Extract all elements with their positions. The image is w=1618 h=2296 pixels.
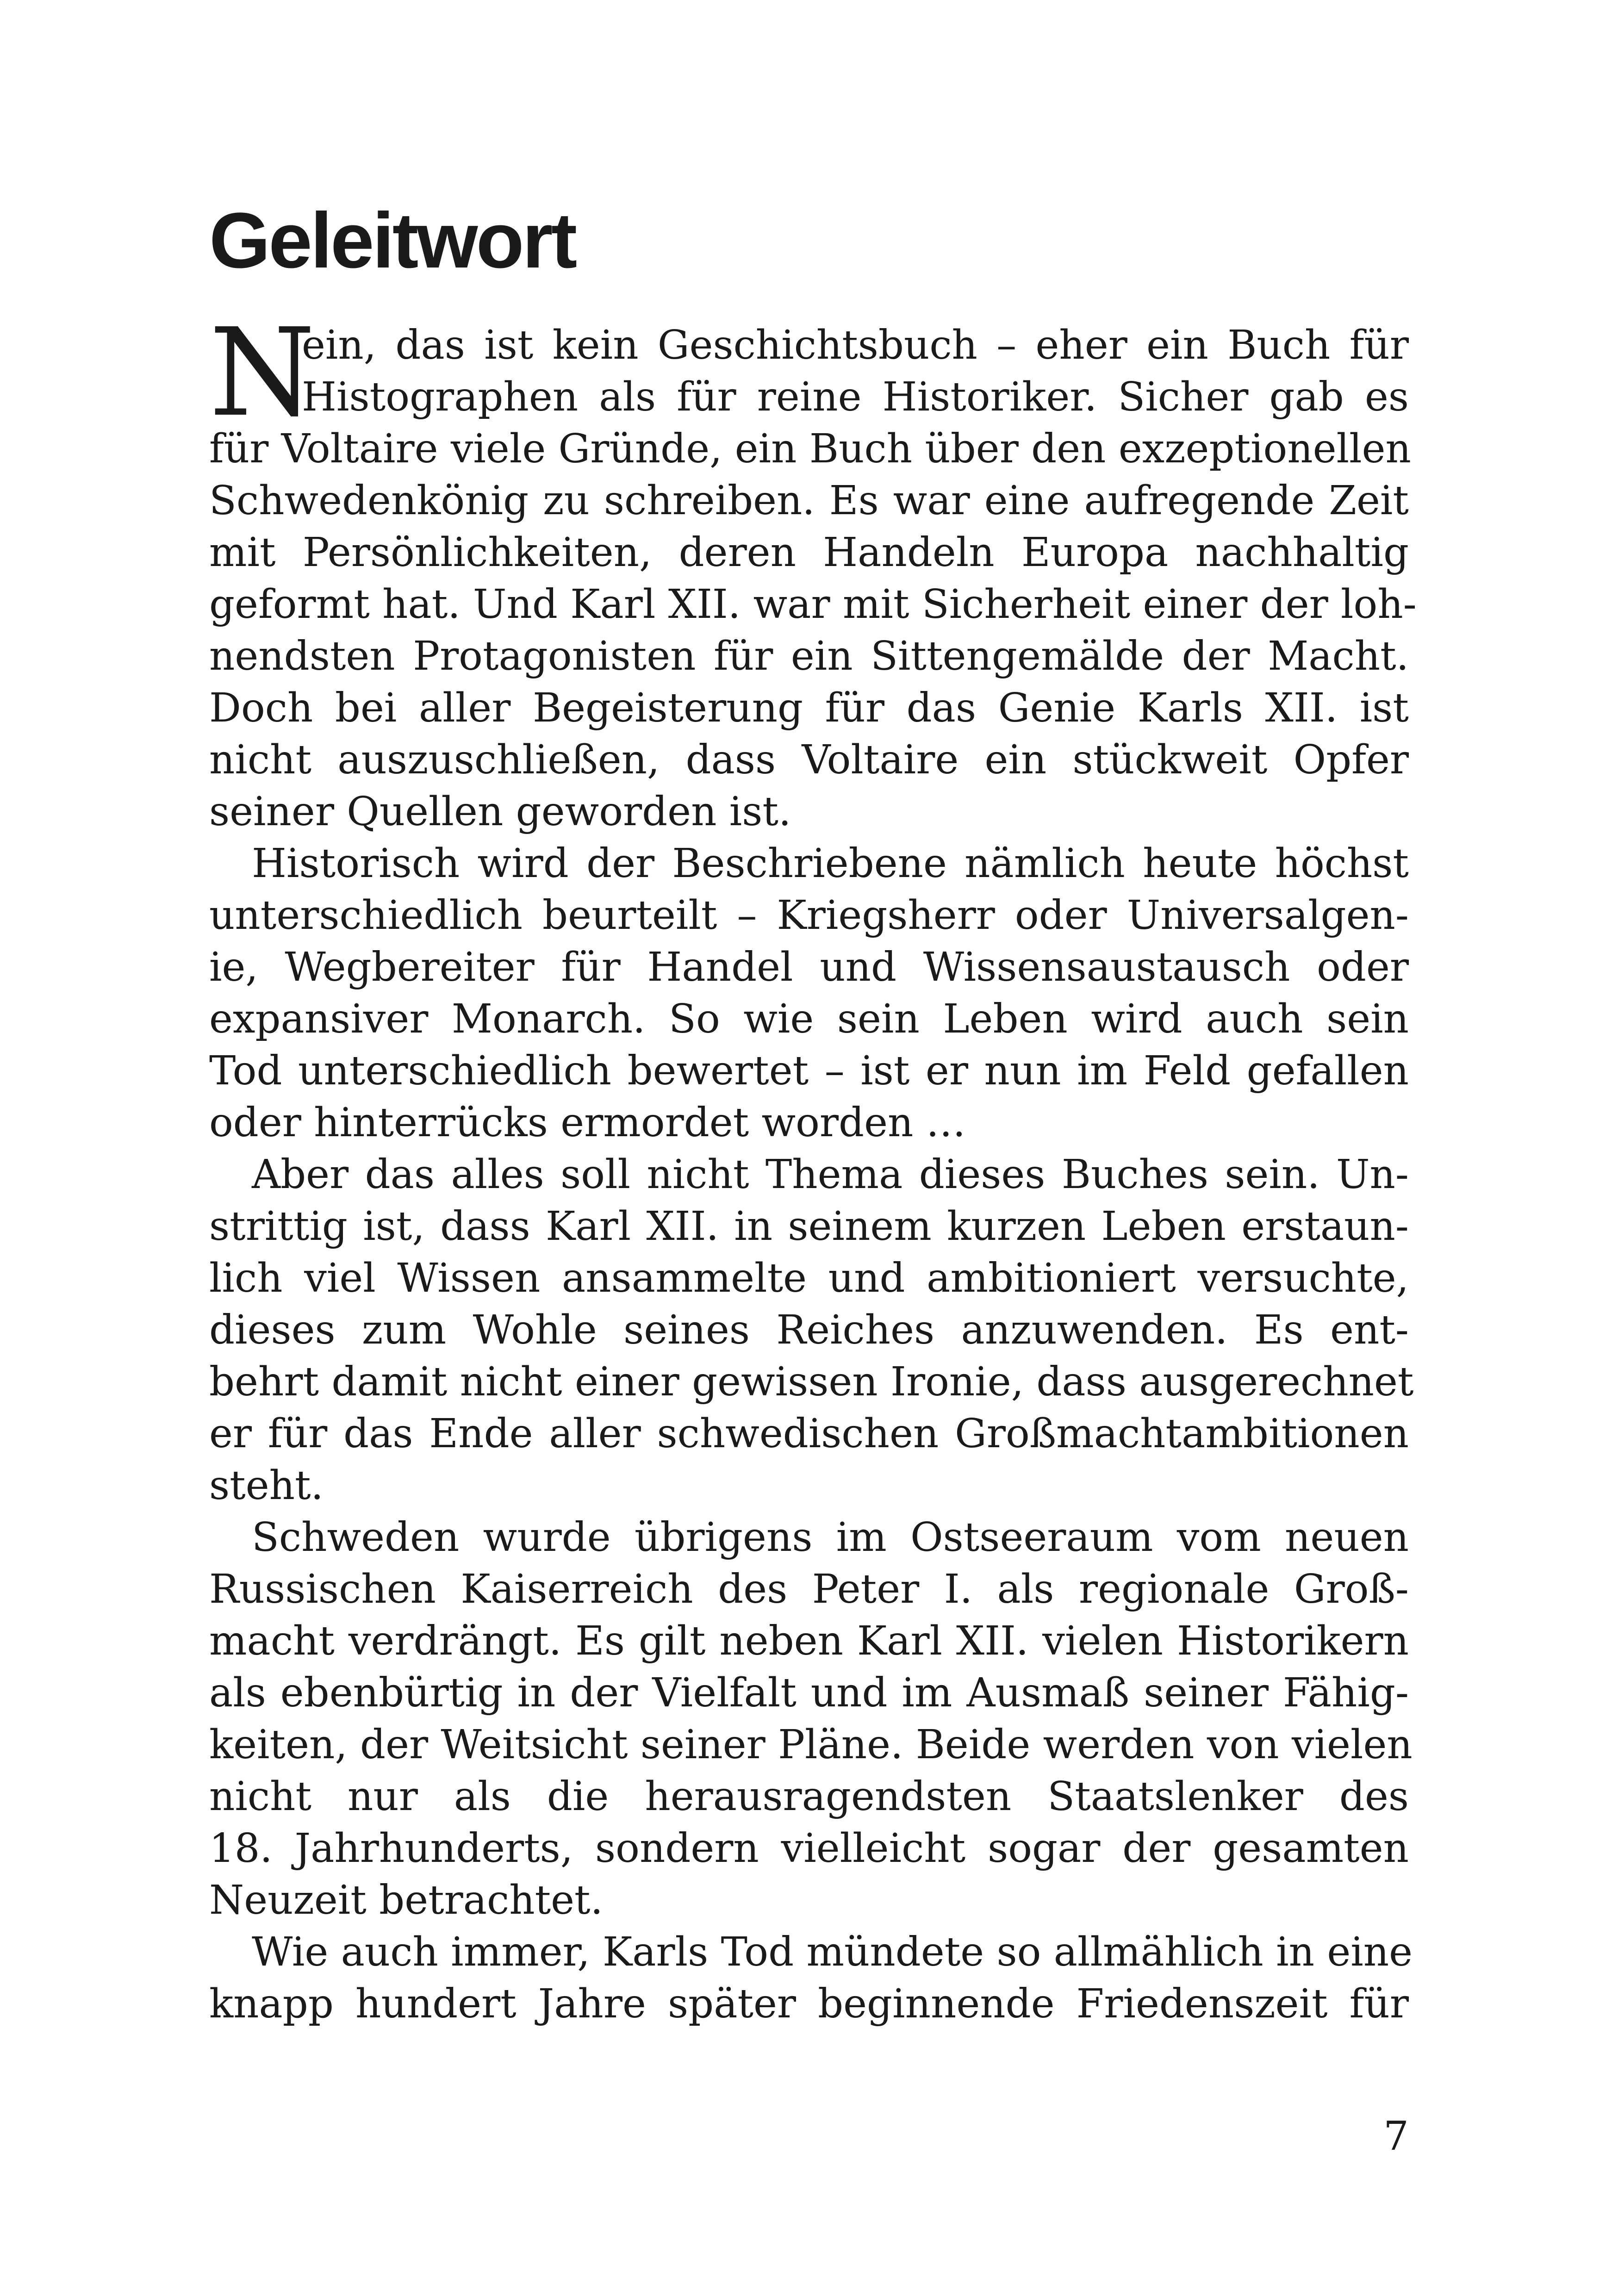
text-line: Neuzeit betrachtet. bbox=[209, 1877, 603, 1923]
text-line: oder hinterrücks ermordet worden … bbox=[209, 1100, 966, 1146]
text-line: Doch bei aller Begeisterung für das Genie Karls XII. ist bbox=[209, 685, 1409, 731]
text-line: geformt hat. Und Karl XII. war mit Sicherheit einer der loh- bbox=[209, 581, 1417, 628]
page-number: 7 bbox=[1383, 2113, 1409, 2159]
text-line: Tod unterschiedlich bewertet – ist er nun im Feld gefallen bbox=[209, 1048, 1409, 1094]
text-line: ie, Wegbereiter für Handel und Wissensaustausch oder bbox=[209, 944, 1409, 990]
text-line: als ebenbürtig in der Vielfalt und im Ausmaß seiner Fähig- bbox=[209, 1670, 1409, 1716]
paragraph-3 bbox=[209, 1149, 1414, 1512]
text-line: seiner Quellen geworden ist. bbox=[209, 789, 791, 835]
text-line: ein, das ist kein Geschichtsbuch – eher ein Buch für bbox=[302, 322, 1409, 368]
text-line: Aber das alles soll nicht Thema dieses Buches sein. Un- bbox=[252, 1151, 1409, 1198]
text-line: steht. bbox=[209, 1462, 324, 1509]
paragraph-5 bbox=[209, 1926, 1413, 2030]
text-line: macht verdrängt. Es gilt neben Karl XII. vielen Historikern bbox=[209, 1618, 1409, 1664]
chapter-title: Geleitwort bbox=[209, 197, 576, 285]
text-line: dieses zum Wohle seines Reiches anzuwenden. Es ent- bbox=[209, 1307, 1409, 1353]
text-line: expansiver Monarch. So wie sein Leben wird auch sein bbox=[209, 996, 1409, 1042]
text-line: lich viel Wissen ansammelte und ambitioniert versuchte, bbox=[209, 1255, 1409, 1301]
text-line: für Voltaire viele Gründe, ein Buch über den exzeptionellen bbox=[209, 426, 1411, 472]
paragraph-2 bbox=[209, 838, 1409, 1149]
text-line: mit Persönlichkeiten, deren Handeln Europa nachhaltig bbox=[209, 529, 1409, 576]
paragraph-4 bbox=[209, 1512, 1413, 1926]
body-text bbox=[209, 302, 1417, 2030]
text-line: behrt damit nicht einer gewissen Ironie, dass ausgerechnet bbox=[209, 1359, 1414, 1405]
text-line: Historisch wird der Beschriebene nämlich heute höchst bbox=[252, 840, 1409, 887]
text-line: nendsten Protagonisten für ein Sittengemälde der Macht. bbox=[209, 633, 1409, 679]
text-line: er für das Ende aller schwedischen Großmachtambitionen bbox=[209, 1411, 1409, 1457]
text-line: nicht auszuschließen, dass Voltaire ein stückweit Opfer bbox=[209, 737, 1409, 783]
text-line: Schwedenkönig zu schreiben. Es war eine aufregende Zeit bbox=[209, 478, 1409, 524]
text-line: Russischen Kaiserreich des Peter I. als regionale Groß- bbox=[209, 1566, 1409, 1612]
text-line: knapp hundert Jahre später beginnende Friedenszeit für bbox=[209, 1981, 1409, 2027]
text-line: strittig ist, dass Karl XII. in seinem kurzen Leben erstaun- bbox=[209, 1203, 1409, 1250]
text-line: unterschiedlich beurteilt – Kriegsherr oder Universalgen- bbox=[209, 892, 1409, 939]
text-line: Schweden wurde übrigens im Ostseeraum vom neuen bbox=[252, 1514, 1409, 1561]
text-line: Wie auch immer, Karls Tod mündete so allmählich in eine bbox=[252, 1929, 1413, 1975]
text-line: Histographen als für reine Historiker. Sicher gab es bbox=[302, 374, 1409, 420]
text-line: 18. Jahrhunderts, sondern vielleicht sogar der gesamten bbox=[209, 1825, 1409, 1872]
paragraph-1 bbox=[209, 302, 1417, 838]
drop-cap: N bbox=[209, 302, 316, 443]
text-line: keiten, der Weitsicht seiner Pläne. Beide werden von vielen bbox=[209, 1722, 1413, 1768]
text-line: nicht nur als die herausragendsten Staatslenker des bbox=[209, 1773, 1409, 1820]
